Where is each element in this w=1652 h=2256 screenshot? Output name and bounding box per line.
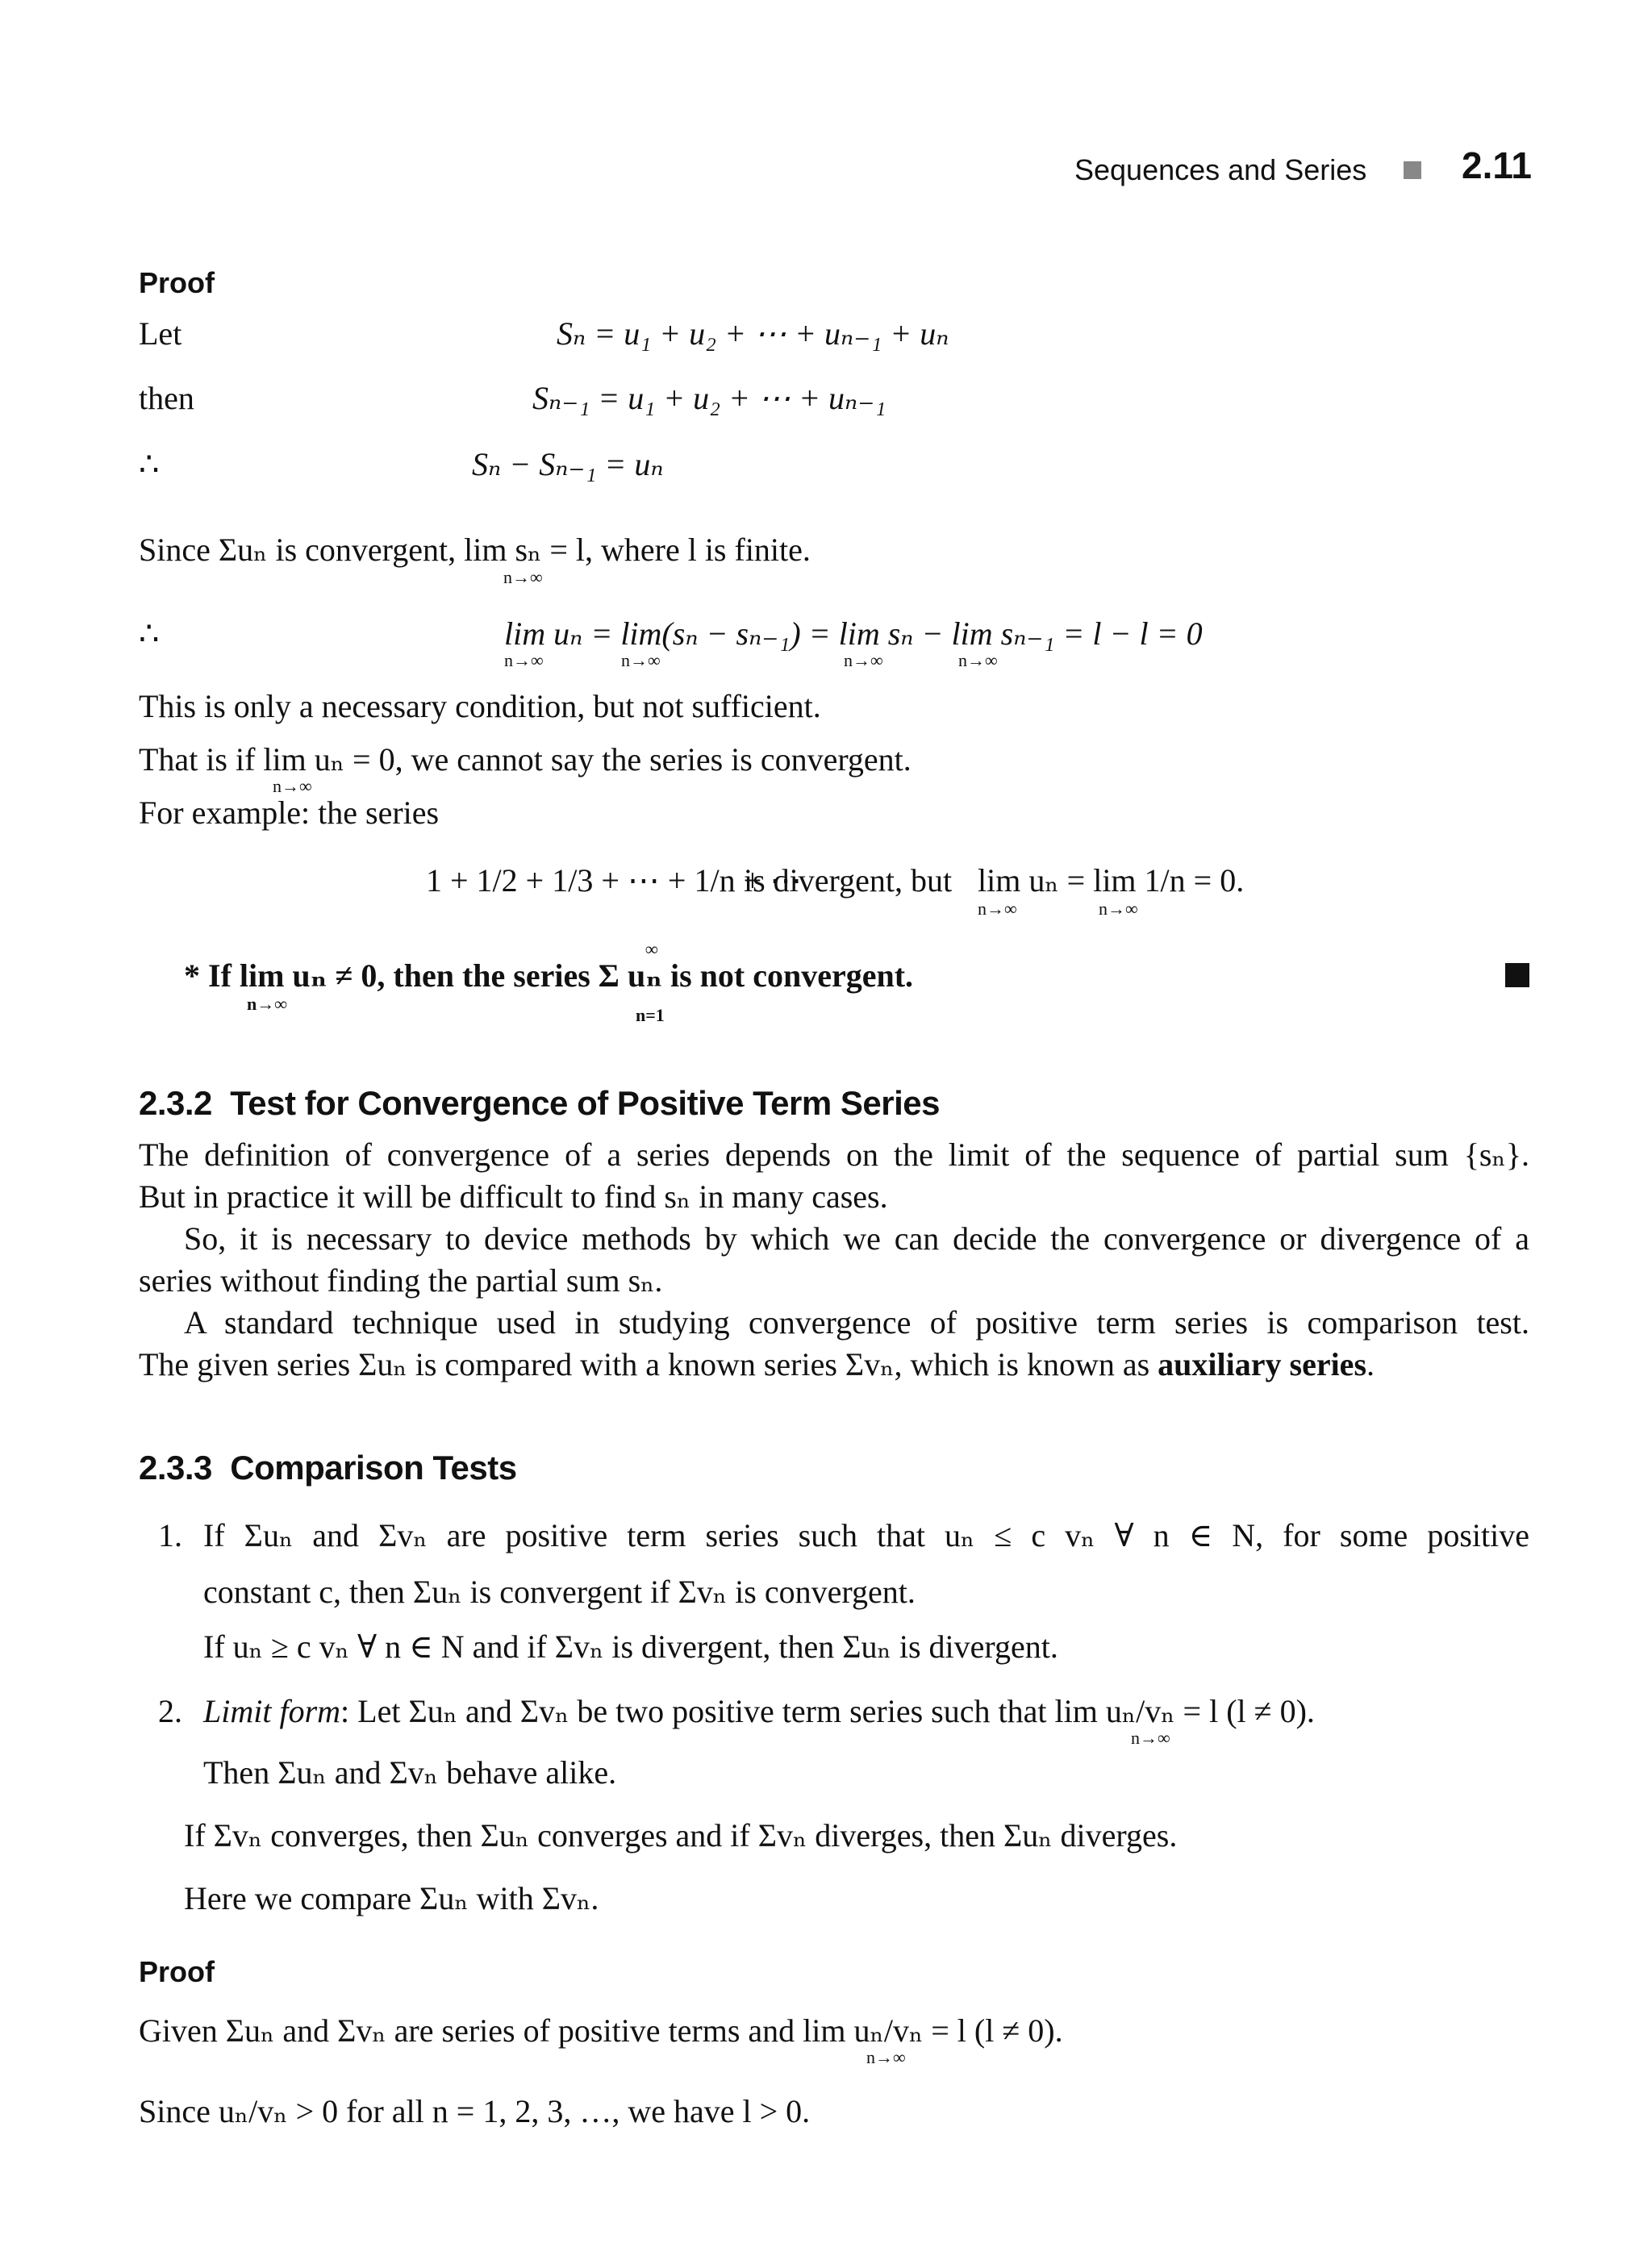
paragraph-standard-technique: A standard technique used in studying convergence of positive term series is comparison test. [184,1304,1529,1341]
paragraph-methods: So, it is necessary to device methods by which we can decide the convergence or divergence of a [184,1220,1529,1257]
section-number: 2.3.3 [139,1449,212,1487]
paragraph-auxiliary [139,1345,1375,1384]
compare-line: Here we compare Σuₙ with Σvₙ. [184,1880,599,1916]
example-divergent-text: is divergent, but [744,862,953,899]
lim-subscript-d: n→∞ [958,650,998,670]
equation-difference: Sₙ − Sₙ₋₁ = uₙ [472,446,664,482]
section-title: Comparison Tests [230,1449,517,1487]
lim-subscript-g: n→∞ [1099,899,1138,919]
equation-limit-un: lim uₙ = lim(sₙ − sₙ₋₁) = lim sₙ − lim sₙ₋₁ = l − l = 0 [504,615,1203,652]
auxiliary-series-term: auxiliary series [1158,1346,1367,1382]
paragraph-definition-cont: But in practice it will be difficult to find sₙ in many cases. [139,1178,888,1215]
auxiliary-end: . [1366,1346,1375,1382]
example-limit: lim uₙ = lim 1/n = 0. [978,862,1245,899]
lim-subscript-b: n→∞ [621,650,661,670]
that-is-text: That is if lim uₙ = 0, we cannot say the series is convergent. [139,741,912,778]
lim-subscript-a: n→∞ [504,650,544,670]
section-title: Test for Convergence of Positive Term Series [230,1084,940,1122]
item-1-line-3: If uₙ ≥ c vₙ ∀ n ∈ N and if Σvₙ is divergent, then Σuₙ is divergent. [203,1628,1058,1665]
lim-subscript: n→∞ [503,567,543,587]
since-positive-line: Since uₙ/vₙ > 0 for all n = 1, 2, 3, …, we have l > 0. [139,2093,811,2129]
lim-subscript-h: n→∞ [247,994,287,1014]
section-2-3-3-heading [139,1449,517,1487]
then-word: then [139,380,194,416]
proof-label-2: Proof [139,1955,215,1988]
item-2-line-1 [203,1692,1315,1731]
proof-label: Proof [139,266,215,299]
running-title: Sequences and Series [1074,153,1367,186]
header-square-icon [1404,161,1421,179]
lim-subscript-e: n→∞ [273,776,312,796]
item-2-line-2: Then Σuₙ and Σvₙ behave alike. [203,1754,617,1791]
item-1-number: 1. [158,1517,182,1553]
item-2-line-1-text: : Let Σuₙ and Σvₙ be two positive term series such that lim uₙ/vₙ = l (l ≠ 0). [340,1693,1315,1729]
lim-subscript-i: n→∞ [1131,1728,1170,1748]
therefore-symbol: ∴ [139,446,160,482]
given-line: Given Σuₙ and Σvₙ are series of positive terms and lim uₙ/vₙ = l (l ≠ 0). [139,2012,1063,2049]
section-2-3-2-heading [139,1084,940,1123]
item-2-number: 2. [158,1693,182,1729]
paragraph-methods-cont: series without finding the partial sum sₙ. [139,1262,663,1299]
limit-form-label: Limit form [203,1693,341,1729]
divergence-note: * If lim uₙ ≠ 0, then the series Σ uₙ is not convergent. [184,957,914,994]
therefore-symbol-2: ∴ [139,615,160,652]
paragraph-definition: The definition of convergence of a series depends on the limit of the sequence of partial sum {sₙ}. [139,1136,1529,1173]
item-1-line-1: If Σuₙ and Σvₙ are positive term series such that uₙ ≤ c vₙ ∀ n ∈ N, for some positive [203,1517,1529,1553]
lim-subscript-f: n→∞ [978,899,1017,919]
equation-sn-minus-1: Sₙ₋₁ = u₁ + u₂ + ⋯ + uₙ₋₁ [532,380,886,416]
page-number: 2.11 [1462,144,1532,186]
let-word: Let [139,315,182,352]
since-convergent-line: Since Σuₙ is convergent, lim sₙ = l, where l is finite. [139,532,811,568]
converges-diverges-line: If Σvₙ converges, then Σuₙ converges and if Σvₙ diverges, then Σuₙ diverges. [184,1817,1178,1854]
auxiliary-pre-text: The given series Σuₙ is compared with a known series Σvₙ, which is known as [139,1346,1150,1382]
lim-subscript-c: n→∞ [844,650,883,670]
sum-upper-limit: ∞ [645,939,658,959]
example-harmonic-series: 1 + 1/2 + 1/3 + ⋯ + 1/n + ⋯ [426,862,803,899]
item-1-line-2: constant c, then Σuₙ is convergent if Σvₙ is convergent. [203,1574,916,1610]
for-example-text: For example: the series [139,794,440,831]
end-of-proof-square-icon [1505,963,1529,987]
sum-lower-limit: n=1 [636,1005,665,1025]
section-number: 2.3.2 [139,1084,212,1122]
lim-subscript-j: n→∞ [866,2047,906,2067]
equation-sn: Sₙ = u₁ + u₂ + ⋯ + uₙ₋₁ + uₙ [557,315,949,352]
necessary-condition-text: This is only a necessary condition, but not sufficient. [139,688,821,724]
